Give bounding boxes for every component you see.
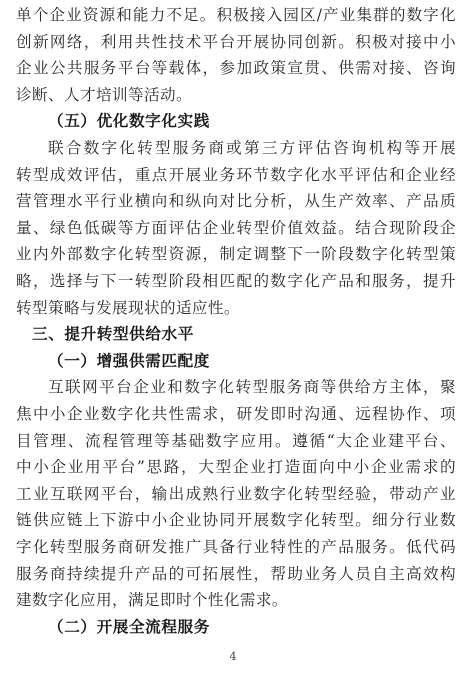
body-line: 转型成效评估，重点开展业务环节数字化水平评估和企业经 <box>16 165 456 184</box>
body-line: 创新网络，利用共性技术平台开展协同创新。积极对接中小 <box>16 32 456 51</box>
body-line: 链供应链上下游中小企业协同开展数字化转型。细分行业数 <box>16 511 456 530</box>
section-heading-full-process-service: （二）开展全流程服务 <box>48 617 210 636</box>
body-line: 略，选择与下一转型阶段相匹配的数字化产品和服务，提升 <box>16 272 456 290</box>
body-line: 焦中小企业数字化共性需求，研发即时沟通、远程协作、项 <box>16 405 456 423</box>
body-line: 联合数字化转型服务商或第三方评估咨询机构等开展 <box>48 139 456 157</box>
body-line: 工业互联网平台，输出成熟行业数字化转型经验，带动产业 <box>16 484 456 503</box>
section-heading-supply-demand-match: （一）增强供需匹配度 <box>48 351 210 370</box>
body-line: 目管理、流程管理等基础数字应用。遵循“大企业建平台、 <box>16 431 456 450</box>
body-line: 字化转型服务商研发推广具备行业特性的产品服务。低代码 <box>16 538 456 556</box>
body-line: 服务商持续提升产品的可拓展性，帮助业务人员自主高效构 <box>16 564 456 583</box>
body-line: 互联网平台企业和数字化转型服务商等供给方主体，聚 <box>48 378 456 397</box>
section-heading-optimize-practice: （五）优化数字化实践 <box>48 112 210 131</box>
body-line: 诊断、人才培训等活动。 <box>16 85 192 104</box>
body-line: 中小企业用平台”思路，大型企业打造面向中小企业需求的 <box>16 458 456 477</box>
body-line: 业内外部数字化转型资源，制定调整下一阶段数字化转型策 <box>16 245 456 264</box>
page-number: 4 <box>229 650 237 663</box>
body-line: 建数字化应用，满足即时个性化需求。 <box>16 591 288 610</box>
body-line: 单个企业资源和能力不足。积极接入园区/产业集群的数字化 <box>16 6 456 24</box>
chapter-heading-supply-level: 三、提升转型供给水平 <box>32 325 194 344</box>
body-line: 企业公共服务平台等载体，参加政策宣贯、供需对接、咨询 <box>16 59 456 78</box>
body-line: 量、绿色低碳等方面评估企业转型价值效益。结合现阶段企 <box>16 218 456 237</box>
body-line: 营管理水平行业横向和纵向对比分析，从生产效率、产品质 <box>16 192 456 211</box>
body-line: 转型策略与发展现状的适应性。 <box>16 298 240 317</box>
